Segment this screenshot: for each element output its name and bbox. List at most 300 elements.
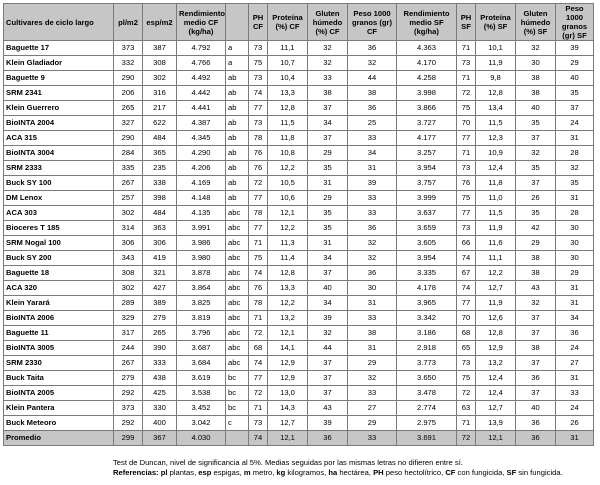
cell-ph-cf: 74 xyxy=(249,356,268,371)
cell-yield-cf: 4.206 xyxy=(177,161,226,176)
cell-gluten-sf: 37 xyxy=(516,326,556,341)
cell-yield-cf: 3.796 xyxy=(177,326,226,341)
cell-gluten-sf: 35 xyxy=(516,161,556,176)
cell-duncan-group: ab xyxy=(226,191,249,206)
cell-yield-sf: 3.605 xyxy=(397,236,457,251)
cell-yield-sf: 3.965 xyxy=(397,296,457,311)
cell-protein-sf: 11,9 xyxy=(476,296,516,311)
reference-text: espigas, xyxy=(211,468,244,477)
cell-plants: 290 xyxy=(114,71,143,86)
cell-plants: 257 xyxy=(114,191,143,206)
cell-cultivar: Klein Pantera xyxy=(4,401,114,416)
reference-abbr: ha xyxy=(328,468,338,477)
cell-yield-sf: 3.257 xyxy=(397,146,457,161)
cell-protein-sf: 12,2 xyxy=(476,266,516,281)
header-plants: pl/m2 xyxy=(114,4,143,41)
cell-ph-sf: 75 xyxy=(457,101,476,116)
cell-cultivar: Buck Taita xyxy=(4,371,114,386)
cell-duncan-group: ab xyxy=(226,101,249,116)
cell-yield-sf: 3.186 xyxy=(397,326,457,341)
cell-spikes: 302 xyxy=(143,71,177,86)
cell-duncan-group: abc xyxy=(226,356,249,371)
cell-protein-sf: 12,4 xyxy=(476,371,516,386)
cell-spikes: 622 xyxy=(143,116,177,131)
cell-protein-cf: 12,8 xyxy=(268,266,308,281)
header-yield-cf: Rendimiento medio CF (kg/ha) xyxy=(177,4,226,41)
cell-ph-sf: 77 xyxy=(457,296,476,311)
reference-text: kilogramos, xyxy=(285,468,329,477)
cell-ph-cf: 74 xyxy=(249,431,268,446)
cell-ph-sf: 74 xyxy=(457,281,476,296)
cell-spikes: 425 xyxy=(143,386,177,401)
cell-weight-sf: 37 xyxy=(556,101,594,116)
cell-gluten-sf: 36 xyxy=(516,431,556,446)
table-row xyxy=(4,386,594,401)
cell-yield-cf: 4.030 xyxy=(177,431,226,446)
table-row xyxy=(4,56,594,71)
cell-protein-cf: 12,1 xyxy=(268,206,308,221)
cell-ph-cf: 78 xyxy=(249,131,268,146)
cell-spikes: 363 xyxy=(143,221,177,236)
header-weight-cf: Peso 1000 granos (gr) CF xyxy=(348,4,397,41)
cell-gluten-cf: 33 xyxy=(308,71,348,86)
header-gluten-cf: Gluten húmedo (%) CF xyxy=(308,4,348,41)
cell-yield-cf: 4.442 xyxy=(177,86,226,101)
cell-protein-sf: 10,1 xyxy=(476,41,516,56)
cell-plants: 335 xyxy=(114,161,143,176)
cell-yield-cf: 3.684 xyxy=(177,356,226,371)
cell-duncan-group: abc xyxy=(226,206,249,221)
cell-spikes: 398 xyxy=(143,191,177,206)
cell-weight-cf: 33 xyxy=(348,431,397,446)
cell-ph-sf: 70 xyxy=(457,311,476,326)
cell-plants: 267 xyxy=(114,356,143,371)
cell-yield-cf: 3.042 xyxy=(177,416,226,431)
cell-gluten-sf: 37 xyxy=(516,131,556,146)
cell-ph-cf: 73 xyxy=(249,116,268,131)
cell-cultivar: Buck SY 100 xyxy=(4,176,114,191)
cell-protein-sf: 12,3 xyxy=(476,131,516,146)
cell-cultivar: ACA 315 xyxy=(4,131,114,146)
cell-ph-sf: 76 xyxy=(457,176,476,191)
cell-plants: 290 xyxy=(114,131,143,146)
cell-ph-cf: 77 xyxy=(249,371,268,386)
cell-spikes: 365 xyxy=(143,146,177,161)
cell-spikes: 419 xyxy=(143,251,177,266)
table-row xyxy=(4,371,594,386)
cell-plants: 306 xyxy=(114,236,143,251)
cell-weight-sf: 29 xyxy=(556,56,594,71)
cell-weight-sf: 40 xyxy=(556,71,594,86)
cell-spikes: 427 xyxy=(143,281,177,296)
cell-duncan-group: bc xyxy=(226,371,249,386)
cell-gluten-cf: 32 xyxy=(308,41,348,56)
cell-yield-cf: 3.687 xyxy=(177,341,226,356)
cell-duncan-group: c xyxy=(226,416,249,431)
cell-weight-cf: 32 xyxy=(348,236,397,251)
cell-plants: 332 xyxy=(114,56,143,71)
cell-protein-sf: 13,2 xyxy=(476,356,516,371)
cell-gluten-sf: 42 xyxy=(516,221,556,236)
cell-protein-cf: 12,1 xyxy=(268,431,308,446)
cell-protein-sf: 11,1 xyxy=(476,251,516,266)
cell-cultivar: ACA 303 xyxy=(4,206,114,221)
cell-ph-cf: 78 xyxy=(249,206,268,221)
cell-protein-sf: 11,8 xyxy=(476,176,516,191)
cell-cultivar: BioINTA 3004 xyxy=(4,146,114,161)
cell-yield-sf: 3.998 xyxy=(397,86,457,101)
cell-protein-sf: 11,5 xyxy=(476,206,516,221)
cell-cultivar: SRM 2341 xyxy=(4,86,114,101)
cell-gluten-sf: 37 xyxy=(516,311,556,326)
cell-ph-sf: 73 xyxy=(457,56,476,71)
cell-weight-sf: 31 xyxy=(556,131,594,146)
cell-gluten-cf: 37 xyxy=(308,101,348,116)
cell-weight-sf: 24 xyxy=(556,341,594,356)
cell-plants: 314 xyxy=(114,221,143,236)
cell-yield-sf: 3.954 xyxy=(397,161,457,176)
cell-spikes: 390 xyxy=(143,341,177,356)
cell-gluten-cf: 44 xyxy=(308,341,348,356)
cell-weight-sf: 26 xyxy=(556,416,594,431)
cell-yield-cf: 4.345 xyxy=(177,131,226,146)
table-header xyxy=(4,4,594,41)
cell-weight-cf: 38 xyxy=(348,86,397,101)
cell-gluten-cf: 38 xyxy=(308,86,348,101)
table-row xyxy=(4,251,594,266)
cell-protein-sf: 12,4 xyxy=(476,386,516,401)
table-row xyxy=(4,176,594,191)
cell-spikes: 316 xyxy=(143,86,177,101)
cell-plants: 317 xyxy=(114,326,143,341)
cell-ph-cf: 74 xyxy=(249,266,268,281)
cell-protein-cf: 11,5 xyxy=(268,116,308,131)
table-row xyxy=(4,41,594,56)
cell-plants: 373 xyxy=(114,41,143,56)
cell-weight-cf: 36 xyxy=(348,101,397,116)
cell-protein-sf: 9,8 xyxy=(476,71,516,86)
cell-yield-cf: 4.766 xyxy=(177,56,226,71)
reference-text: hectárea, xyxy=(337,468,374,477)
cell-ph-sf: 63 xyxy=(457,401,476,416)
cell-cultivar: Baguette 11 xyxy=(4,326,114,341)
cell-weight-cf: 30 xyxy=(348,281,397,296)
cell-weight-cf: 39 xyxy=(348,176,397,191)
cell-gluten-cf: 35 xyxy=(308,161,348,176)
cell-weight-sf: 33 xyxy=(556,386,594,401)
cell-ph-sf: 67 xyxy=(457,266,476,281)
cell-gluten-sf: 38 xyxy=(516,251,556,266)
cell-spikes: 367 xyxy=(143,431,177,446)
cell-cultivar: BioINTA 2006 xyxy=(4,311,114,326)
cell-yield-cf: 4.387 xyxy=(177,116,226,131)
cell-yield-cf: 4.290 xyxy=(177,146,226,161)
table-row xyxy=(4,71,594,86)
cell-ph-sf: 71 xyxy=(457,71,476,86)
reference-abbr: esp xyxy=(198,468,212,477)
cell-protein-cf: 11,1 xyxy=(268,41,308,56)
cell-duncan-group: abc xyxy=(226,281,249,296)
results-document xyxy=(3,3,593,478)
cell-weight-sf: 31 xyxy=(556,431,594,446)
cell-plants: 302 xyxy=(114,206,143,221)
cell-cultivar: Klein Yarará xyxy=(4,296,114,311)
cell-cultivar: BioINTA 2004 xyxy=(4,116,114,131)
cell-duncan-group: ab xyxy=(226,146,249,161)
cell-ph-cf: 71 xyxy=(249,236,268,251)
cell-yield-sf: 3.999 xyxy=(397,191,457,206)
header-ph-cf: PH CF xyxy=(249,4,268,41)
cell-protein-sf: 12,7 xyxy=(476,401,516,416)
cell-gluten-cf: 35 xyxy=(308,206,348,221)
cell-weight-sf: 36 xyxy=(556,326,594,341)
cell-gluten-sf: 32 xyxy=(516,146,556,161)
cell-weight-cf: 32 xyxy=(348,371,397,386)
cell-gluten-cf: 43 xyxy=(308,401,348,416)
cell-gluten-sf: 35 xyxy=(516,116,556,131)
cell-duncan-group: abc xyxy=(226,311,249,326)
table-row xyxy=(4,86,594,101)
cell-protein-cf: 12,7 xyxy=(268,416,308,431)
cell-plants: 343 xyxy=(114,251,143,266)
header-yield-sf: Rendimiento medio SF (kg/ha) xyxy=(397,4,457,41)
table-row xyxy=(4,401,594,416)
cell-weight-cf: 25 xyxy=(348,116,397,131)
table-row xyxy=(4,221,594,236)
cell-cultivar: Buck SY 200 xyxy=(4,251,114,266)
cell-protein-cf: 12,9 xyxy=(268,371,308,386)
cell-yield-sf: 3.335 xyxy=(397,266,457,281)
table-notes xyxy=(3,458,583,478)
cell-weight-cf: 29 xyxy=(348,416,397,431)
cell-spikes: 338 xyxy=(143,176,177,191)
cell-gluten-sf: 32 xyxy=(516,41,556,56)
cell-spikes: 389 xyxy=(143,296,177,311)
cell-spikes: 306 xyxy=(143,236,177,251)
cell-plants: 373 xyxy=(114,401,143,416)
cell-spikes: 330 xyxy=(143,401,177,416)
references-label: Referencias: xyxy=(113,468,159,477)
cell-cultivar: Bioceres T 185 xyxy=(4,221,114,236)
cell-spikes: 438 xyxy=(143,371,177,386)
cell-gluten-cf: 32 xyxy=(308,56,348,71)
cell-yield-sf: 3.866 xyxy=(397,101,457,116)
cell-protein-cf: 12,1 xyxy=(268,326,308,341)
cell-yield-sf: 3.757 xyxy=(397,176,457,191)
cell-protein-cf: 12,8 xyxy=(268,101,308,116)
cell-gluten-sf: 40 xyxy=(516,101,556,116)
cell-yield-sf: 2.774 xyxy=(397,401,457,416)
cell-duncan-group: a xyxy=(226,41,249,56)
cell-plants: 279 xyxy=(114,371,143,386)
cell-ph-sf: 74 xyxy=(457,251,476,266)
cell-cultivar: ACA 320 xyxy=(4,281,114,296)
cell-gluten-cf: 39 xyxy=(308,311,348,326)
cell-protein-cf: 10,7 xyxy=(268,56,308,71)
cell-protein-sf: 13,4 xyxy=(476,101,516,116)
cell-plants: 267 xyxy=(114,176,143,191)
cell-protein-cf: 14,3 xyxy=(268,401,308,416)
cell-cultivar: Baguette 17 xyxy=(4,41,114,56)
cell-duncan-group: abc xyxy=(226,236,249,251)
reference-abbr: kg xyxy=(276,468,286,477)
cell-ph-cf: 72 xyxy=(249,326,268,341)
reference-text: plantas, xyxy=(167,468,199,477)
cell-cultivar: Promedio xyxy=(4,431,114,446)
cultivar-results-table xyxy=(3,3,594,446)
cell-weight-sf: 39 xyxy=(556,41,594,56)
cell-yield-sf: 3.659 xyxy=(397,221,457,236)
cell-weight-cf: 33 xyxy=(348,311,397,326)
cell-ph-sf: 70 xyxy=(457,116,476,131)
cell-protein-cf: 10,6 xyxy=(268,191,308,206)
cell-yield-cf: 3.819 xyxy=(177,311,226,326)
cell-duncan-group: a xyxy=(226,56,249,71)
cell-weight-cf: 31 xyxy=(348,296,397,311)
cell-protein-sf: 12,1 xyxy=(476,431,516,446)
table-row xyxy=(4,416,594,431)
cell-yield-sf: 3.478 xyxy=(397,386,457,401)
cell-weight-sf: 30 xyxy=(556,251,594,266)
cell-gluten-sf: 38 xyxy=(516,86,556,101)
cell-weight-sf: 35 xyxy=(556,86,594,101)
cell-spikes: 321 xyxy=(143,266,177,281)
cell-protein-sf: 13,9 xyxy=(476,416,516,431)
cell-ph-sf: 75 xyxy=(457,371,476,386)
table-row xyxy=(4,206,594,221)
references-list xyxy=(161,468,563,477)
cell-weight-sf: 24 xyxy=(556,401,594,416)
cell-gluten-cf: 29 xyxy=(308,191,348,206)
table-row xyxy=(4,356,594,371)
cell-gluten-cf: 37 xyxy=(308,131,348,146)
cell-cultivar: Klein Gladiador xyxy=(4,56,114,71)
cell-ph-cf: 76 xyxy=(249,281,268,296)
cell-yield-cf: 3.452 xyxy=(177,401,226,416)
cell-protein-sf: 10,9 xyxy=(476,146,516,161)
reference-abbr: pl xyxy=(160,468,168,477)
cell-weight-cf: 32 xyxy=(348,251,397,266)
cell-spikes: 387 xyxy=(143,41,177,56)
cell-yield-sf: 4.363 xyxy=(397,41,457,56)
cell-protein-sf: 12,7 xyxy=(476,281,516,296)
cell-gluten-cf: 37 xyxy=(308,386,348,401)
cell-protein-sf: 11,9 xyxy=(476,221,516,236)
header-weight-sf: Peso 1000 granos (gr) SF xyxy=(556,4,594,41)
cell-weight-sf: 28 xyxy=(556,146,594,161)
cell-ph-sf: 71 xyxy=(457,41,476,56)
cell-duncan-group: ab xyxy=(226,161,249,176)
cell-gluten-sf: 30 xyxy=(516,56,556,71)
cell-ph-sf: 75 xyxy=(457,191,476,206)
cell-yield-sf: 4.170 xyxy=(397,56,457,71)
cell-ph-cf: 77 xyxy=(249,221,268,236)
table-row xyxy=(4,116,594,131)
reference-text: con fungicida, xyxy=(455,468,507,477)
cell-gluten-cf: 29 xyxy=(308,146,348,161)
cell-plants: 292 xyxy=(114,386,143,401)
cell-gluten-sf: 26 xyxy=(516,191,556,206)
cell-weight-cf: 36 xyxy=(348,266,397,281)
table-row xyxy=(4,326,594,341)
cell-yield-cf: 3.980 xyxy=(177,251,226,266)
cell-duncan-group: abc xyxy=(226,326,249,341)
cell-gluten-sf: 38 xyxy=(516,341,556,356)
cell-protein-sf: 12,8 xyxy=(476,86,516,101)
cell-plants: 284 xyxy=(114,146,143,161)
cell-yield-sf: 4.258 xyxy=(397,71,457,86)
header-ph-sf: PH SF xyxy=(457,4,476,41)
cell-ph-cf: 73 xyxy=(249,71,268,86)
cell-duncan-group: abc xyxy=(226,251,249,266)
cell-gluten-sf: 37 xyxy=(516,356,556,371)
cell-weight-cf: 31 xyxy=(348,341,397,356)
cell-weight-cf: 33 xyxy=(348,191,397,206)
table-row xyxy=(4,191,594,206)
header-cultivar: Cultivares de ciclo largo xyxy=(4,4,114,41)
cell-weight-sf: 24 xyxy=(556,116,594,131)
cell-ph-sf: 68 xyxy=(457,326,476,341)
cell-ph-cf: 71 xyxy=(249,401,268,416)
header-row xyxy=(4,4,594,41)
cell-ph-sf: 72 xyxy=(457,86,476,101)
cell-duncan-group: ab xyxy=(226,86,249,101)
cell-ph-cf: 76 xyxy=(249,161,268,176)
cell-weight-cf: 38 xyxy=(348,326,397,341)
cell-spikes: 265 xyxy=(143,326,177,341)
cell-ph-cf: 74 xyxy=(249,86,268,101)
cell-protein-cf: 12,2 xyxy=(268,221,308,236)
table-row xyxy=(4,311,594,326)
cell-spikes: 308 xyxy=(143,56,177,71)
cell-yield-sf: 3.637 xyxy=(397,206,457,221)
cell-gluten-cf: 34 xyxy=(308,116,348,131)
cell-gluten-cf: 37 xyxy=(308,356,348,371)
cell-weight-sf: 34 xyxy=(556,311,594,326)
cell-yield-sf: 2.918 xyxy=(397,341,457,356)
cell-weight-cf: 27 xyxy=(348,401,397,416)
cell-ph-cf: 78 xyxy=(249,296,268,311)
cell-gluten-cf: 37 xyxy=(308,371,348,386)
cell-spikes: 279 xyxy=(143,311,177,326)
cell-yield-sf: 3.773 xyxy=(397,356,457,371)
cell-plants: 308 xyxy=(114,266,143,281)
cell-gluten-sf: 40 xyxy=(516,401,556,416)
cell-weight-cf: 33 xyxy=(348,131,397,146)
cell-protein-cf: 12,9 xyxy=(268,356,308,371)
cell-plants: 289 xyxy=(114,296,143,311)
reference-text: metro, xyxy=(250,468,277,477)
cell-weight-cf: 36 xyxy=(348,41,397,56)
cell-spikes: 235 xyxy=(143,161,177,176)
references-note xyxy=(113,468,583,478)
cell-protein-cf: 13,3 xyxy=(268,281,308,296)
cell-duncan-group: bc xyxy=(226,386,249,401)
cell-protein-cf: 13,0 xyxy=(268,386,308,401)
cell-weight-cf: 34 xyxy=(348,146,397,161)
cell-weight-sf: 31 xyxy=(556,296,594,311)
cell-duncan-group: ab xyxy=(226,71,249,86)
cell-yield-cf: 3.878 xyxy=(177,266,226,281)
cell-gluten-cf: 31 xyxy=(308,236,348,251)
duncan-note: Test de Duncan, nivel de significancia al 5%. Medias seguidas por las mismas letras no difieren entre sí. xyxy=(113,458,463,467)
cell-weight-cf: 31 xyxy=(348,161,397,176)
table-row xyxy=(4,296,594,311)
cell-weight-cf: 44 xyxy=(348,71,397,86)
cell-yield-cf: 4.492 xyxy=(177,71,226,86)
cell-ph-cf: 77 xyxy=(249,191,268,206)
cell-duncan-group: ab xyxy=(226,131,249,146)
